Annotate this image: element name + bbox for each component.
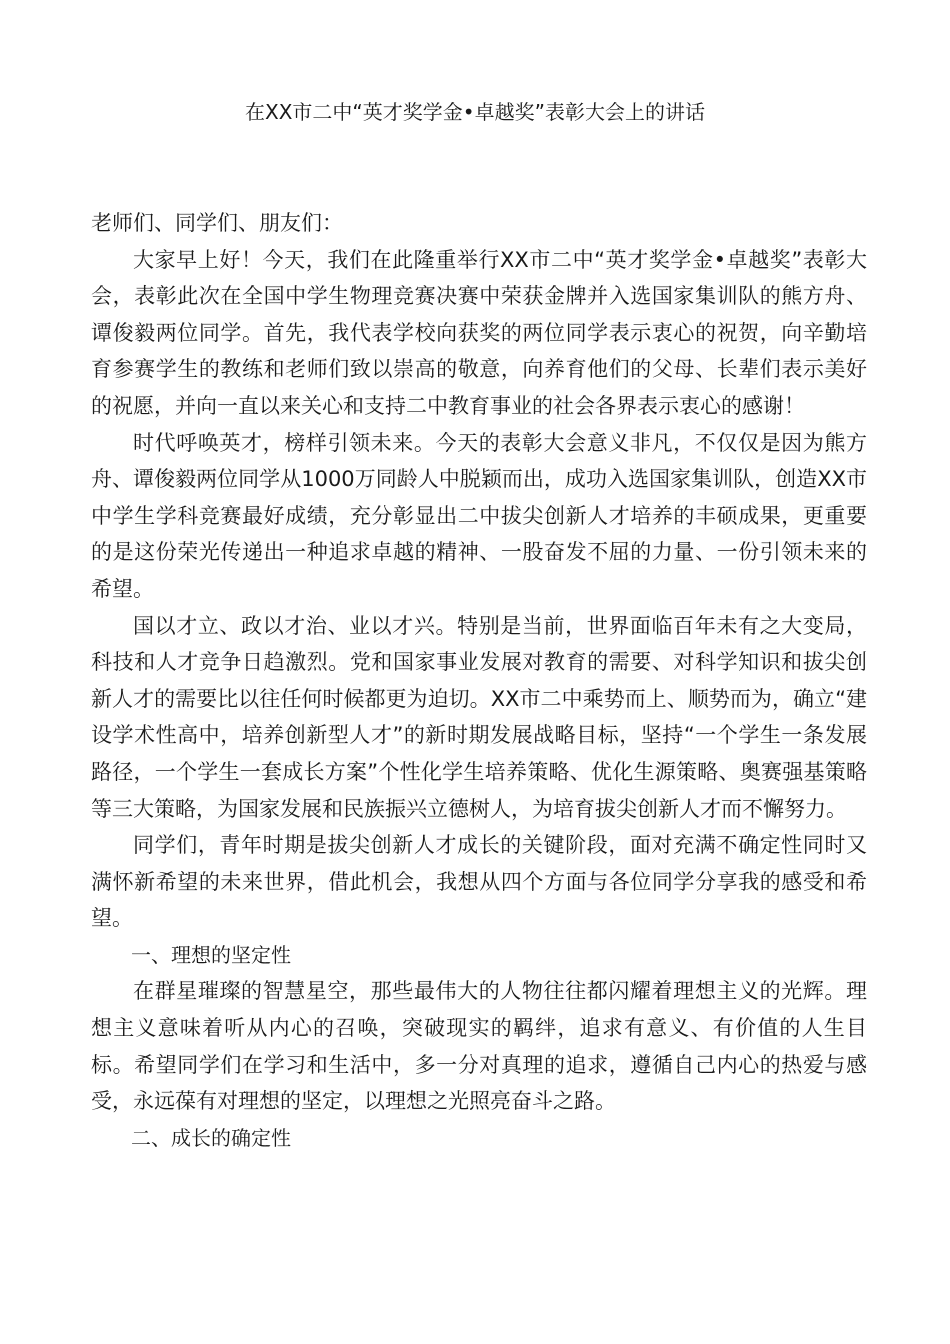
section-heading-1: 一、理想的坚定性 — [131, 942, 291, 967]
paragraph-talent: 国以才立、政以才治、业以才兴。特别是当前，世界面临百年未有之大变局，科技和人才竞争日趋激烈。党和国家事业发展对教育的需要、对科学知识和拔尖创新人才的需要比以往任何时候都更为迫切。XX市二中乘势而上、顺势而为，确立“建设学术性高中，培养创新型人才”的新时期发展战略目标，坚持“一个学生一条发展路径，一个学生一套成长方案”个性化学生培养策略、优化生源策略、奥赛强基策略等三大策略，为国家发展和民族振兴立德树人，为培育拔尖创新人才而不懈努力。 — [91, 613, 867, 821]
document-title: 在XX市二中“英才奖学金•卓越奖”表彰大会上的讲话 — [245, 100, 705, 124]
paragraph-intro: 同学们，青年时期是拔尖创新人才成长的关键阶段，面对充满不确定性同时又满怀新希望的未来世界，借此机会，我想从四个方面与各位同学分享我的感受和希望。 — [91, 833, 867, 931]
salutation: 老师们、同学们、朋友们： — [91, 211, 343, 235]
document-body — [91, 205, 867, 1156]
paragraph-ideal: 在群星璀璨的智慧星空，那些最伟大的人物往往都闪耀着理想主义的光辉。理想主义意味着听从内心的召唤，突破现实的羁绊，追求有意义、有价值的人生目标。希望同学们在学习和生活中，多一分对真理的追求，遵循自己内心的热爱与感受，永远葆有对理想的坚定，以理想之光照亮奋斗之路。 — [91, 979, 867, 1114]
paragraph-era: 时代呼唤英才，榜样引领未来。今天的表彰大会意义非凡，不仅仅是因为熊方舟、谭俊毅两位同学从1000万同龄人中脱颖而出，成功入选国家集训队，创造XX市中学生学科竞赛最好成绩，充分彰显出二中拔尖创新人才培养的丰硕成果，更重要的是这份荣光传递出一种追求卓越的精神、一股奋发不屈的力量、一份引领未来的希望。 — [91, 430, 867, 601]
section-heading-2: 二、成长的确定性 — [131, 1125, 291, 1150]
paragraph-greeting: 大家早上好！今天，我们在此隆重举行XX市二中“英才奖学金•卓越奖”表彰大会，表彰此次在全国中学生物理竞赛决赛中荣获金牌并入选国家集训队的熊方舟、谭俊毅两位同学。首先，我代表学校向获奖的两位同学表示衷心的祝贺，向辛勤培育参赛学生的教练和老师们致以崇高的敬意，向养育他们的父母、长辈们表示美好的祝愿，并向一直以来关心和支持二中教育事业的社会各界表示衷心的感谢！ — [91, 247, 867, 418]
